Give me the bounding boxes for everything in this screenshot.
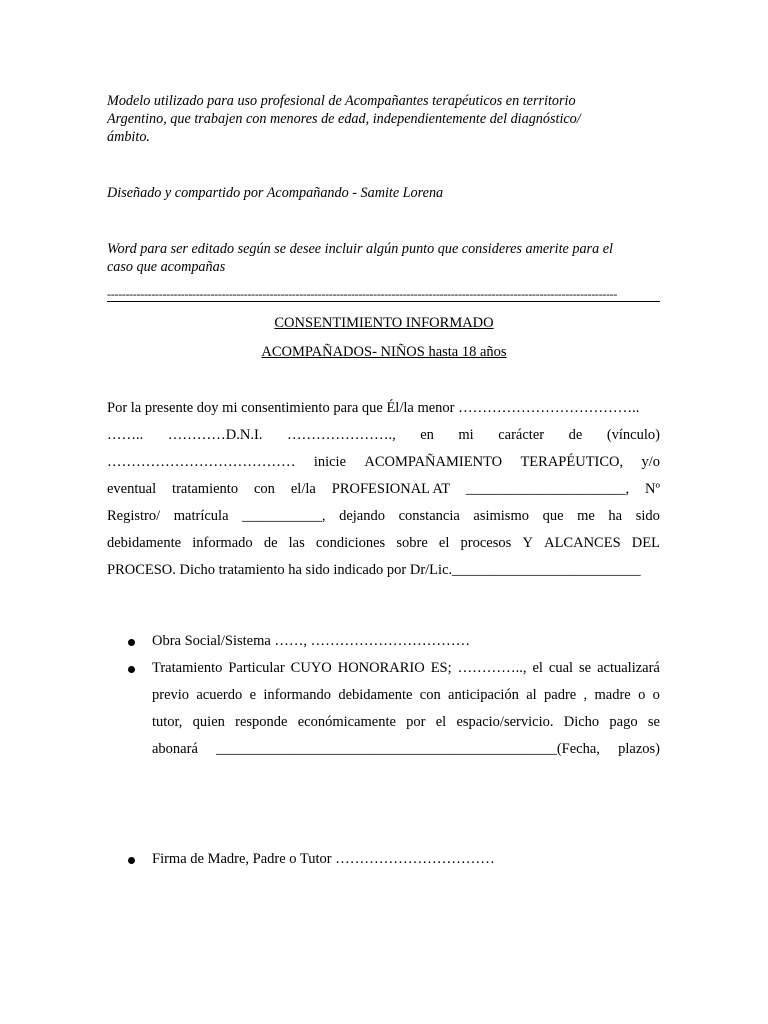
word: Firma de Madre, Padre o Tutor …………………………… (152, 851, 495, 867)
word: ………………………………… (107, 454, 296, 470)
word: …………D.N.I. (167, 427, 263, 443)
separator-dashes: ------------------------------------------------------------------------------------------------------------------------------------------ (107, 287, 618, 301)
word: sobre (396, 535, 428, 551)
word: el (532, 660, 543, 676)
word: Por la presente doy mi consentimiento para que Él/la menor ……………………………….. (107, 400, 640, 416)
intro-line: Argentino, que trabajen con menores de edad, independientemente del diagnóstico/ (107, 111, 581, 127)
word: ALCANCES (544, 535, 621, 551)
word: TERAPÉUTICO, (520, 454, 624, 470)
word: eventual (107, 481, 157, 497)
title-line-2: ACOMPAÑADOS- NIÑOS hasta 18 años (261, 344, 507, 360)
word: plazos) (618, 741, 660, 757)
word: inicie (313, 454, 347, 470)
word: responde (235, 714, 288, 730)
word: acuerdo (196, 687, 243, 703)
word: el/la (290, 481, 316, 497)
word: ha (608, 508, 623, 524)
title-line-1: CONSENTIMIENTO INFORMADO (274, 315, 494, 331)
word: tratamiento (172, 481, 239, 497)
text-line (107, 503, 660, 530)
word: cual (548, 660, 574, 676)
word: con (254, 481, 275, 497)
word: Tratamiento (152, 660, 223, 676)
bullet-item (128, 655, 660, 763)
text-line (107, 557, 660, 584)
signature-bullet-list (128, 846, 660, 873)
word: se (579, 660, 592, 676)
word: de (568, 427, 583, 443)
word: económicamente (297, 714, 396, 730)
word: …………………., (286, 427, 396, 443)
word: madre (594, 687, 631, 703)
word: (vínculo) (606, 427, 660, 443)
separator-rule (107, 301, 660, 302)
word: el (438, 535, 450, 551)
word: quien (192, 714, 225, 730)
text-line (107, 422, 660, 449)
word: CUYO (290, 660, 332, 676)
intro-model-note (107, 92, 667, 146)
word: me (577, 508, 595, 524)
word: por (406, 714, 426, 730)
word: _______________________________________________(Fecha, (216, 741, 600, 757)
payment-bullet-list (128, 628, 660, 763)
bullet-item (128, 628, 660, 655)
text-line (107, 395, 660, 422)
text-line (107, 530, 660, 557)
word: Particular (228, 660, 285, 676)
consent-paragraph (107, 395, 660, 584)
word: mi (458, 427, 474, 443)
word: previo (152, 687, 190, 703)
word: ___________, (242, 508, 326, 524)
word: dejando (339, 508, 385, 524)
word: al (526, 687, 537, 703)
word: anticipación (448, 687, 519, 703)
word: asimismo (473, 508, 529, 524)
word: de (263, 535, 278, 551)
intro-line: caso que acompañas (107, 259, 226, 275)
document-title (0, 314, 768, 332)
intro-edit-note (107, 240, 667, 276)
word: DEL (631, 535, 660, 551)
word: debidamente (107, 535, 182, 551)
word: espacio/servicio. (456, 714, 554, 730)
word: sido (635, 508, 660, 524)
bullet-dot-icon (128, 857, 135, 864)
word: se (647, 714, 660, 730)
word: , (583, 687, 588, 703)
word: y/o (641, 454, 660, 470)
word: ACOMPAÑAMIENTO (364, 454, 503, 470)
word: con (419, 687, 441, 703)
word: matrícula (173, 508, 229, 524)
word: pago (609, 714, 638, 730)
intro-line: ámbito. (107, 129, 150, 145)
text-line (152, 846, 660, 873)
text-line (152, 655, 660, 682)
word: PROCESO. Dicho tratamiento ha sido indicado por Dr/Lic.__________________________ (107, 562, 641, 578)
text-line (152, 709, 660, 736)
bullet-dot-icon (128, 639, 135, 646)
word: constancia (398, 508, 460, 524)
word: ………….., (457, 660, 527, 676)
word: actualizará (597, 660, 660, 676)
word: HONORARIO (337, 660, 425, 676)
intro-credit (107, 184, 667, 202)
word: e (249, 687, 257, 703)
word: PROFESIONAL AT (331, 481, 451, 497)
bullet-item (128, 846, 660, 873)
word: debidamente (338, 687, 413, 703)
word: padre (544, 687, 577, 703)
text-line (107, 476, 660, 503)
word: condiciones (315, 535, 386, 551)
dashed-separator (107, 287, 660, 305)
document-subtitle (0, 343, 768, 361)
word: o (652, 687, 660, 703)
word: informando (263, 687, 332, 703)
intro-line: Modelo utilizado para uso profesional de Acompañantes terapéuticos en territorio (107, 93, 576, 109)
word: el (435, 714, 447, 730)
word: Y (522, 535, 533, 551)
word: o (638, 687, 646, 703)
intro-line: Diseñado y compartido por Acompañando - Samite Lorena (107, 185, 444, 201)
intro-line: Word para ser editado según se desee incluir algún punto que consideres amerite para el (107, 241, 613, 257)
word: procesos (460, 535, 512, 551)
word: tutor, (152, 714, 183, 730)
word: Registro/ (107, 508, 161, 524)
text-line (152, 628, 660, 655)
word: ______________________, (465, 481, 630, 497)
word: Obra Social/Sistema ……, …………………………… (152, 633, 471, 649)
word: que (542, 508, 564, 524)
word: las (288, 535, 305, 551)
word: Dicho (563, 714, 600, 730)
word: carácter (498, 427, 545, 443)
word: Nº (645, 481, 660, 497)
word: informado (192, 535, 253, 551)
bullet-dot-icon (128, 666, 135, 673)
word: ES; (430, 660, 452, 676)
text-line (152, 736, 660, 763)
text-line (152, 682, 660, 709)
word: en (420, 427, 434, 443)
word: abonará (152, 741, 198, 757)
text-line (107, 449, 660, 476)
word: …….. (107, 427, 144, 443)
